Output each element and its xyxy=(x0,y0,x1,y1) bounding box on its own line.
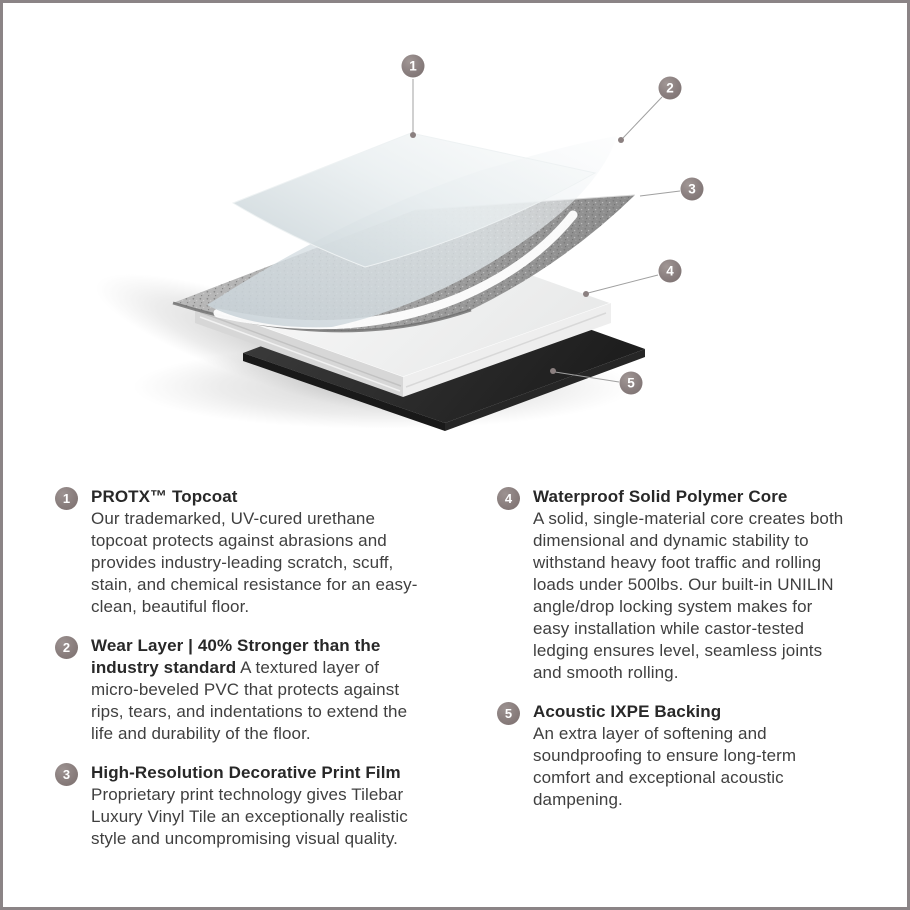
legend-item-1 xyxy=(55,486,440,618)
callout-4-number: 4 xyxy=(666,263,674,279)
legend-column-left xyxy=(55,486,440,867)
legend-item-4 xyxy=(497,486,879,684)
layer-diagram-svg xyxy=(3,3,907,465)
callout-5-number: 5 xyxy=(627,375,635,391)
item-4-heading: Waterproof Solid Polymer Core xyxy=(533,487,788,506)
item-1-heading: PROTX™ Topcoat xyxy=(91,487,238,506)
callout-1-number: 1 xyxy=(409,58,417,74)
item-1-body: Our trademarked, UV-cured urethane topcoat protects against abrasions and provides industry-leading scratch, scuff, stain, and chemical resistance for an easy-clean, beautiful floor. xyxy=(91,509,418,616)
item-2-heading: Wear Layer | 40% Stronger than the industry standard xyxy=(91,636,381,677)
item-2-text xyxy=(91,635,421,745)
legend-item-2 xyxy=(55,635,440,745)
item-4-body: A solid, single-material core creates both dimensional and dynamic stability to withstand heavy foot traffic and rolling loads under 500lbs. Our built-in UNILIN angle/drop locking system makes for easy installation while castor-tested ledging ensures level, seamless joints and smooth rolling. xyxy=(533,509,844,682)
legend xyxy=(3,465,907,867)
callout-2 xyxy=(659,77,682,100)
callout-3-number: 3 xyxy=(688,181,696,197)
callout-4 xyxy=(659,260,682,283)
item-3-number-badge: 3 xyxy=(55,763,78,786)
item-4-number-badge: 4 xyxy=(497,487,520,510)
legend-item-5 xyxy=(497,701,879,811)
item-1-number-badge: 1 xyxy=(55,487,78,510)
item-3-text xyxy=(91,762,421,850)
item-3-body: Proprietary print technology gives Tilebar Luxury Vinyl Tile an exceptionally realistic style and uncompromising visual quality. xyxy=(91,785,408,848)
item-1-text xyxy=(91,486,421,618)
item-5-heading: Acoustic IXPE Backing xyxy=(533,702,722,721)
item-2-number-badge: 2 xyxy=(55,636,78,659)
item-3-heading: High-Resolution Decorative Print Film xyxy=(91,763,401,782)
legend-column-right xyxy=(497,486,879,867)
item-5-number-badge: 5 xyxy=(497,702,520,725)
callout-1 xyxy=(402,55,425,78)
item-5-text xyxy=(533,701,845,811)
item-4-text xyxy=(533,486,845,684)
layer-diagram xyxy=(3,3,907,465)
callout-5 xyxy=(620,372,643,395)
item-5-body: An extra layer of softening and soundproofing to ensure long-term comfort and exceptional acoustic dampening. xyxy=(533,724,797,809)
callout-2-number: 2 xyxy=(666,80,674,96)
item-2-body: A textured layer of micro-beveled PVC that protects against rips, tears, and indentations to extend the life and durability of the floor. xyxy=(91,658,408,743)
legend-item-3 xyxy=(55,762,440,850)
callout-3 xyxy=(681,178,704,201)
